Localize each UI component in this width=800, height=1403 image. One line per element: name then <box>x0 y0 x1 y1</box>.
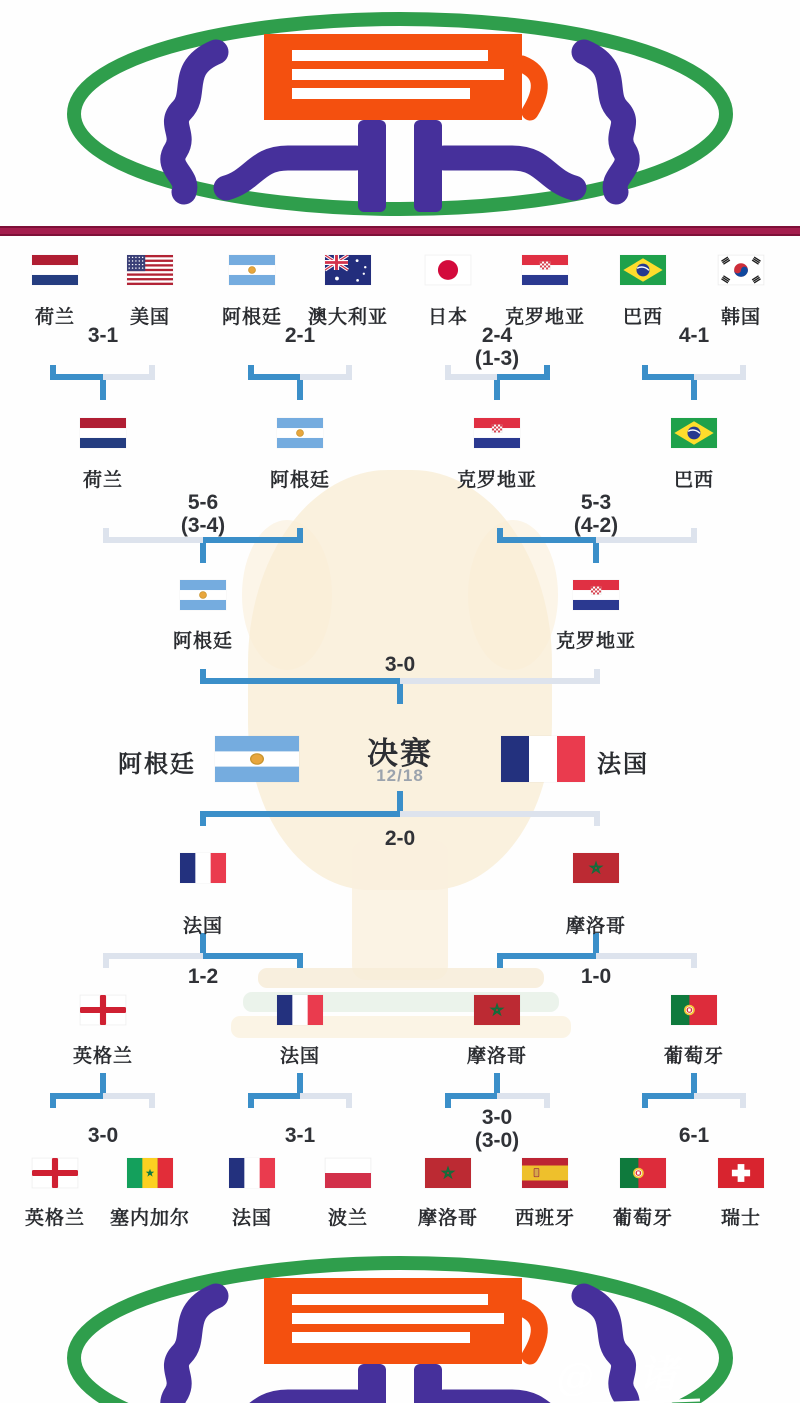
team-name-qf_bottom-3: 葡萄牙 <box>663 1046 725 1067</box>
final-date: 12/18 <box>376 766 424 785</box>
match-score-qf_bottom-0: 1-2 <box>187 965 219 988</box>
team-name-r16_bottom-2: 法国 <box>231 1208 273 1229</box>
match-score-r16_bottom-2: 3-0 (3-0) <box>474 1106 520 1152</box>
team-name-r16_top-4: 日本 <box>427 307 469 328</box>
match-score-qf_top-0: 5-6 (3-4) <box>180 491 226 537</box>
match-score-sf_top-0: 3-0 <box>384 653 416 676</box>
match-score-r16_top-3: 4-1 <box>678 324 710 347</box>
team-name-r16_top-5: 克罗地亚 <box>504 307 586 328</box>
france-flag-icon <box>501 736 585 782</box>
team-name-r16_top-3: 澳大利亚 <box>307 307 389 328</box>
final-title: 决赛 <box>367 736 433 771</box>
team-name-r16_top-1: 美国 <box>129 307 171 328</box>
team-name-r16_bottom-4: 摩洛哥 <box>417 1208 479 1229</box>
match-score-r16_bottom-0: 3-0 <box>87 1124 119 1147</box>
match-score-r16_top-0: 3-1 <box>87 324 119 347</box>
team-name-r16_top-7: 韩国 <box>720 307 762 328</box>
team-name-r16_bottom-1: 塞内加尔 <box>109 1208 191 1229</box>
match-score-r16_bottom-3: 6-1 <box>678 1124 710 1147</box>
team-name-r16_top-0: 荷兰 <box>34 307 76 328</box>
team-name-qf_top-1: 阿根廷 <box>269 470 331 491</box>
match-score-qf_bottom-1: 1-0 <box>580 965 612 988</box>
match-score-r16_top-1: 2-1 <box>284 324 316 347</box>
team-name-qf_bottom-2: 摩洛哥 <box>466 1046 528 1067</box>
team-name-qf_bottom-1: 法国 <box>279 1046 321 1067</box>
team-name-r16_bottom-7: 瑞士 <box>720 1208 762 1229</box>
team-name-qf_top-2: 克罗地亚 <box>456 470 538 491</box>
team-name-sf_bottom-1: 摩洛哥 <box>565 916 627 937</box>
team-name-sf_top-0: 阿根廷 <box>172 631 234 652</box>
penalty-note: (3-0) <box>474 1129 520 1152</box>
author-watermark: @ 诸 <box>555 1342 700 1403</box>
team-name-sf_top-1: 克罗地亚 <box>555 631 637 652</box>
fr-flag-icon <box>501 736 585 782</box>
penalty-note: (4-2) <box>573 514 619 537</box>
match-score-sf_bottom-0: 2-0 <box>384 827 416 850</box>
team-name-r16_top-6: 巴西 <box>622 307 664 328</box>
match-score-r16_bottom-1: 3-1 <box>284 1124 316 1147</box>
team-name-sf_bottom-0: 法国 <box>182 916 224 937</box>
match-score-r16_top-2: 2-4 (1-3) <box>474 324 520 370</box>
team-name-r16_bottom-3: 波兰 <box>327 1208 369 1229</box>
match-score-qf_top-1: 5-3 (4-2) <box>573 491 619 537</box>
penalty-note: (1-3) <box>474 347 520 370</box>
argentina-flag-icon <box>215 736 299 782</box>
team-name-qf_top-0: 荷兰 <box>82 470 124 491</box>
final-left-team-name: 阿根廷 <box>118 751 196 778</box>
ar-flag-icon <box>215 736 299 782</box>
final-right-team-name: 法国 <box>597 751 649 778</box>
team-name-qf_bottom-0: 英格兰 <box>72 1046 134 1067</box>
team-name-r16_bottom-5: 西班牙 <box>514 1208 576 1229</box>
team-name-qf_top-3: 巴西 <box>673 470 715 491</box>
team-name-r16_bottom-6: 葡萄牙 <box>612 1208 674 1229</box>
team-name-r16_top-2: 阿根廷 <box>221 307 283 328</box>
team-name-r16_bottom-0: 英格兰 <box>24 1208 86 1229</box>
penalty-note: (3-4) <box>180 514 226 537</box>
